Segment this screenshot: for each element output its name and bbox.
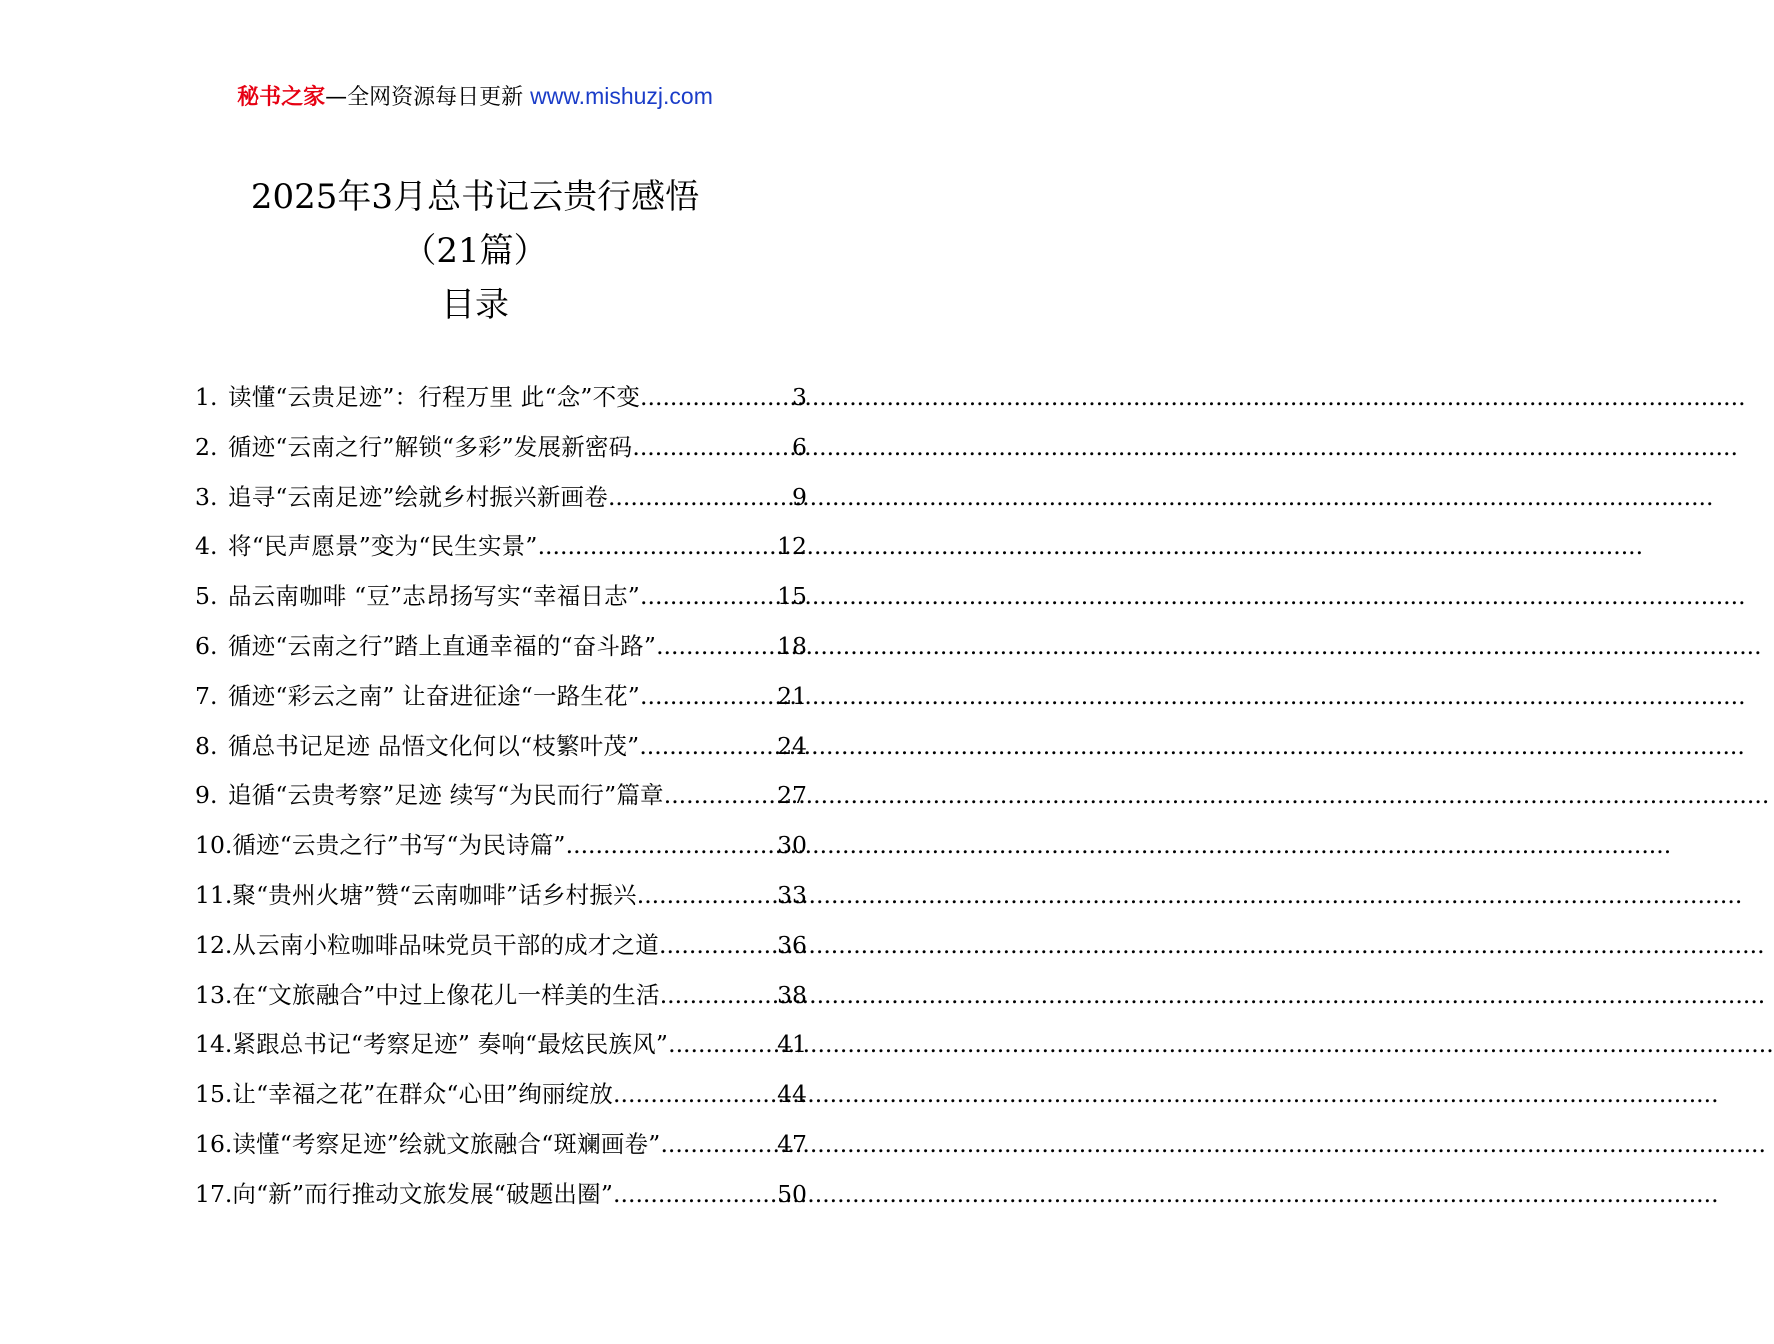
toc-entry[interactable] xyxy=(195,1119,807,1169)
toc-dot-leader xyxy=(664,770,777,820)
toc-entry-title: 品云南咖啡 “豆”志昂扬写实“幸福日志” xyxy=(228,582,641,611)
toc-entry-number: 2. xyxy=(195,432,218,461)
toc-entry-title: 循迹“云南之行”踏上直通幸福的“奋斗路” xyxy=(228,631,657,660)
document-subtitle: （21篇） xyxy=(402,231,548,271)
toc-entry-number: 12. xyxy=(195,930,233,959)
toc-entry-number: 13. xyxy=(195,980,233,1009)
toc-entry[interactable] xyxy=(195,820,807,870)
toc-entry-title: 读懂“考察足迹”绘就文旅融合“斑斓画卷” xyxy=(232,1129,661,1158)
toc-entry-title: 循迹“云贵之行”书写“为民诗篇” xyxy=(232,831,566,860)
toc-entry-page: 27 xyxy=(777,781,807,810)
toc-entry-page: 30 xyxy=(777,831,807,860)
toc-dot-leader xyxy=(613,1169,777,1219)
toc-entry-title: 追循“云贵考察”足迹 续写“为民而行”篇章 xyxy=(228,781,664,810)
toc-entry-title: 向“新”而行推动文旅发展“破题出圈” xyxy=(232,1179,614,1208)
toc-entry-title: 循迹“彩云之南” 让奋进征途“一路生花” xyxy=(228,681,641,710)
toc-entry[interactable] xyxy=(195,372,807,422)
toc-entry-number: 6. xyxy=(195,631,218,660)
toc-entry-page: 41 xyxy=(777,1030,807,1059)
toc-entry-title: 让“幸福之花”在群众“心田”绚丽绽放 xyxy=(232,1080,614,1109)
toc-dot-leader xyxy=(566,820,777,870)
toc-dot-leader xyxy=(538,521,778,571)
toc-entry-title: 聚“贵州火塘”赞“云南咖啡”话乡村振兴 xyxy=(232,880,637,909)
toc-entry-page: 24 xyxy=(777,731,807,760)
toc-entry-number: 17. xyxy=(195,1179,233,1208)
toc-entry-page: 38 xyxy=(777,980,807,1009)
toc-entry-page: 18 xyxy=(777,631,807,660)
toc-entry-page: 47 xyxy=(777,1129,807,1158)
toc-entry-page: 15 xyxy=(777,582,807,611)
toc-entry-number: 1. xyxy=(195,383,218,411)
toc-dot-leader xyxy=(640,671,777,721)
toc-dot-leader xyxy=(660,1119,777,1169)
toc-entry-page: 3 xyxy=(792,383,807,411)
toc-entry-page: 21 xyxy=(777,681,807,710)
toc-dot-leader xyxy=(608,472,792,522)
toc-entry-page: 50 xyxy=(777,1179,807,1208)
toc-entry-number: 7. xyxy=(195,681,218,710)
document-title: 2025年3月总书记云贵行感悟 xyxy=(250,177,700,217)
toc-entry[interactable] xyxy=(195,521,807,571)
toc-entry-number: 11. xyxy=(195,880,233,909)
toc-entry-number: 16. xyxy=(195,1129,233,1158)
toc-entry-page: 6 xyxy=(792,432,807,461)
toc-entry[interactable] xyxy=(195,472,807,522)
toc-entry-title: 将“民声愿景”变为“民生实景” xyxy=(228,532,538,561)
toc-dot-leader xyxy=(613,1069,777,1119)
toc-entry-title: 在“文旅融合”中过上像花儿一样美的生活 xyxy=(232,980,660,1009)
toc-dot-leader xyxy=(660,970,777,1020)
toc-entry[interactable] xyxy=(195,1169,807,1219)
toc-entry[interactable] xyxy=(195,870,807,920)
site-url-link[interactable]: www.mishuzj.com xyxy=(530,83,713,109)
toc-dot-leader xyxy=(659,920,777,970)
toc-entry[interactable] xyxy=(195,920,807,970)
toc-entry-page: 12 xyxy=(777,532,807,561)
toc-entry-number: 10. xyxy=(195,831,233,860)
toc-entry-number: 3. xyxy=(195,482,218,511)
toc-dot-leader xyxy=(632,422,792,472)
toc-entry[interactable] xyxy=(195,621,807,671)
toc-entry-number: 4. xyxy=(195,532,218,561)
document-title-block xyxy=(0,170,950,332)
toc-entry[interactable] xyxy=(195,1069,807,1119)
toc-dot-leader xyxy=(640,571,777,621)
toc-dot-leader xyxy=(640,372,792,422)
toc-dot-leader xyxy=(656,621,777,671)
toc-entry-title: 紧跟总书记“考察足迹” 奏响“最炫民族风” xyxy=(232,1030,669,1059)
toc-entry-number: 9. xyxy=(195,781,218,810)
toc-entry[interactable] xyxy=(195,1019,807,1069)
toc-entry-page: 9 xyxy=(792,482,807,511)
toc-entry-title: 循总书记足迹 品悟文化何以“枝繁叶茂” xyxy=(228,731,640,760)
toc-entry-title: 读懂“云贵足迹”：行程万里 此“念”不变 xyxy=(228,383,641,411)
brand-name: 秘书之家 xyxy=(237,85,326,110)
toc-entry-title: 追寻“云南足迹”绘就乡村振兴新画卷 xyxy=(228,482,608,511)
toc-entry[interactable] xyxy=(195,721,807,771)
toc-entry-title: 从云南小粒咖啡品味党员干部的成才之道 xyxy=(232,930,659,959)
site-header xyxy=(0,80,950,114)
toc-entry-title: 循迹“云南之行”解锁“多彩”发展新密码 xyxy=(228,432,633,461)
toc-entry[interactable] xyxy=(195,770,807,820)
toc-dot-leader xyxy=(639,721,777,771)
toc-dot-leader xyxy=(668,1019,777,1069)
toc-entry-number: 15. xyxy=(195,1080,233,1109)
toc-entry[interactable] xyxy=(195,970,807,1020)
toc-entry-page: 33 xyxy=(777,880,807,909)
toc-entry-number: 5. xyxy=(195,582,218,611)
toc-entry[interactable] xyxy=(195,571,807,621)
toc-entry[interactable] xyxy=(195,422,807,472)
toc-entry-page: 36 xyxy=(777,930,807,959)
header-tagline: —全网资源每日更新 xyxy=(325,85,531,110)
toc-dot-leader xyxy=(637,870,777,920)
table-of-contents xyxy=(195,372,807,1219)
toc-entry-number: 8. xyxy=(195,731,218,760)
toc-entry-number: 14. xyxy=(195,1030,233,1059)
toc-heading: 目录 xyxy=(441,285,509,325)
toc-entry[interactable] xyxy=(195,671,807,721)
toc-entry-page: 44 xyxy=(777,1080,807,1109)
